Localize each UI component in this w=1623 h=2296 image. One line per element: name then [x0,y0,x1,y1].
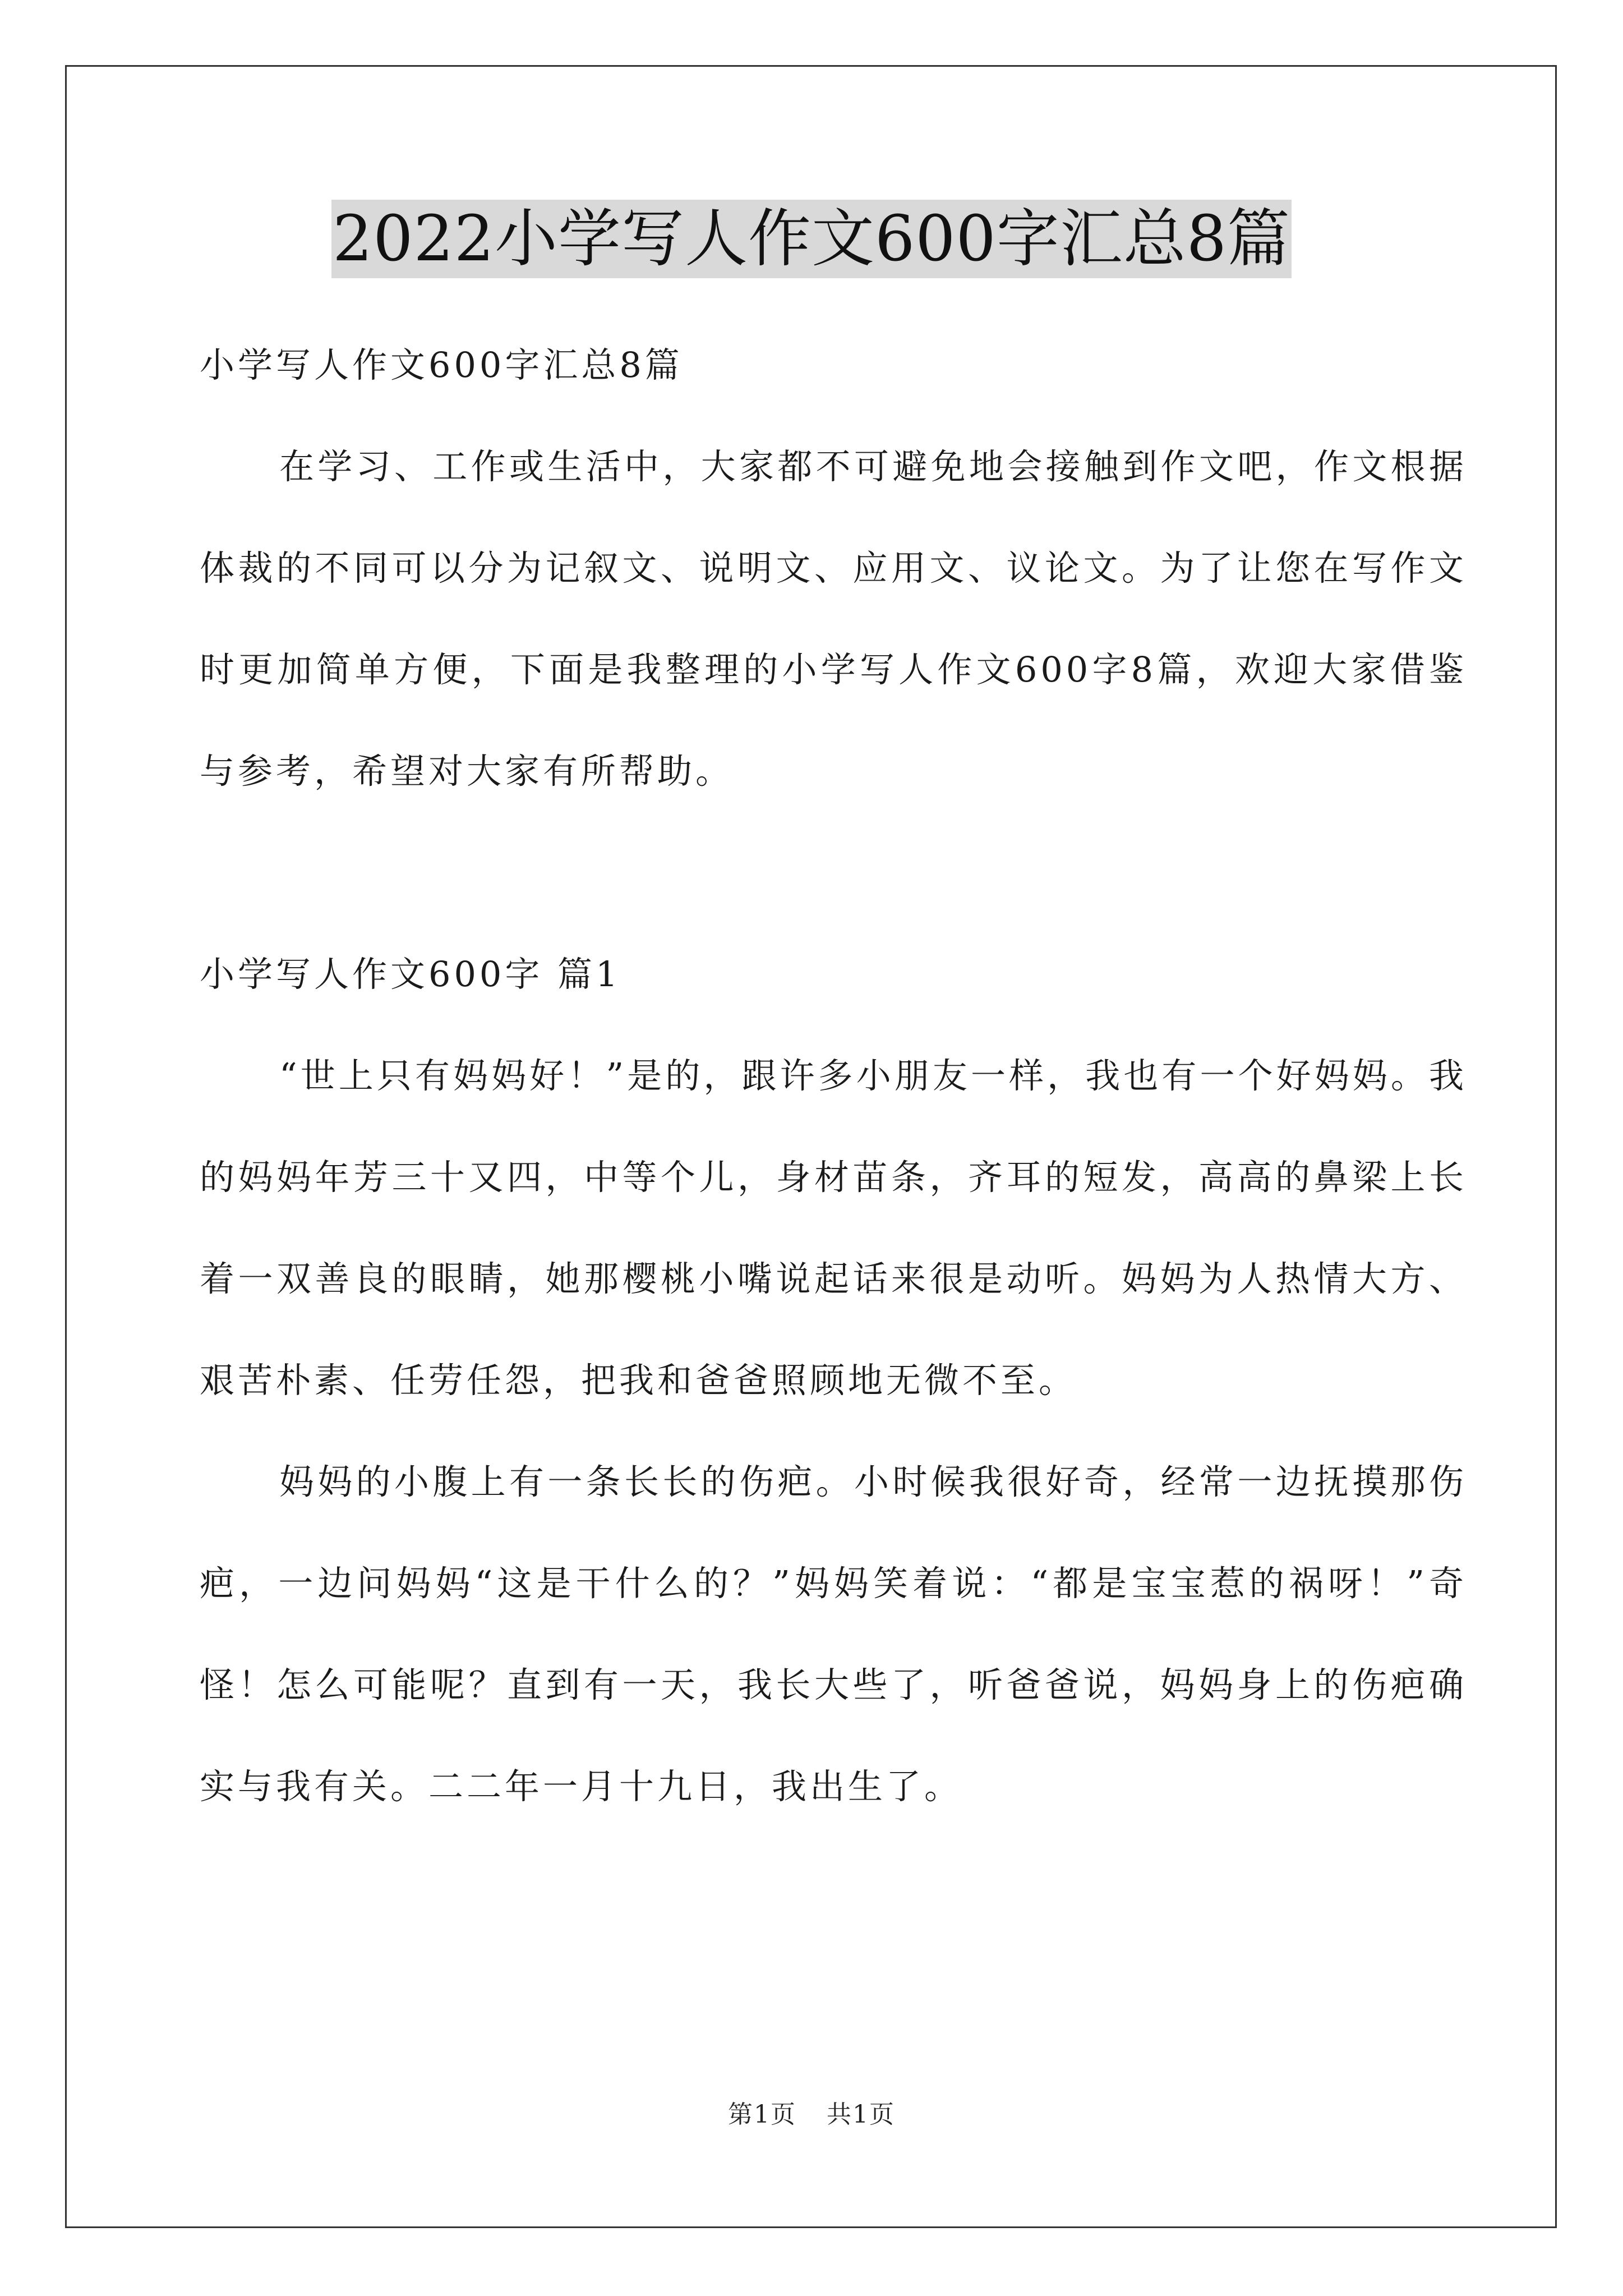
intro-paragraph: 在学习、工作或生活中，大家都不可避免地会接触到作文吧，作文根据体裁的不同可以分为记叙文、说明文、应用文、议论文。为了让您在写作文时更加简单方便，下面是我整理的小学写人作文600字8篇，欢迎大家借鉴与参考，希望对大家有所帮助。 [200,446,1467,792]
title-container [0,200,1623,278]
section-heading: 小学写人作文600字 篇1 [200,954,621,995]
section-paragraph-1: “世上只有妈妈好！”是的，跟许多小朋友一样，我也有一个好妈妈。我的妈妈年芳三十又四，中等个儿，身材苗条，齐耳的短发，高高的鼻梁上长着一双善良的眼睛，她那樱桃小嘴说起话来很是动听。妈妈为人热情大方、艰苦朴素、任劳任怨，把我和爸爸照顾地无微不至。 [200,1055,1467,1401]
page-number: 第1页 [728,2100,796,2129]
document-body [200,314,1467,1837]
paragraph-gap [200,822,1467,923]
page-total: 共1页 [827,2100,895,2129]
page-footer [0,2094,1623,2130]
document-title: 2022小学写人作文600字汇总8篇 [331,200,1292,278]
document-subtitle: 小学写人作文600字汇总8篇 [200,344,683,385]
section-paragraph-2: 妈妈的小腹上有一条长长的伤疤。小时候我很好奇，经常一边抚摸那伤疤，一边问妈妈“这是干什么的？”妈妈笑着说：“都是宝宝惹的祸呀！”奇怪！怎么可能呢？直到有一天，我长大些了，听爸爸说，妈妈身上的伤疤确实与我有关。二二年一月十九日，我出生了。 [200,1461,1467,1807]
